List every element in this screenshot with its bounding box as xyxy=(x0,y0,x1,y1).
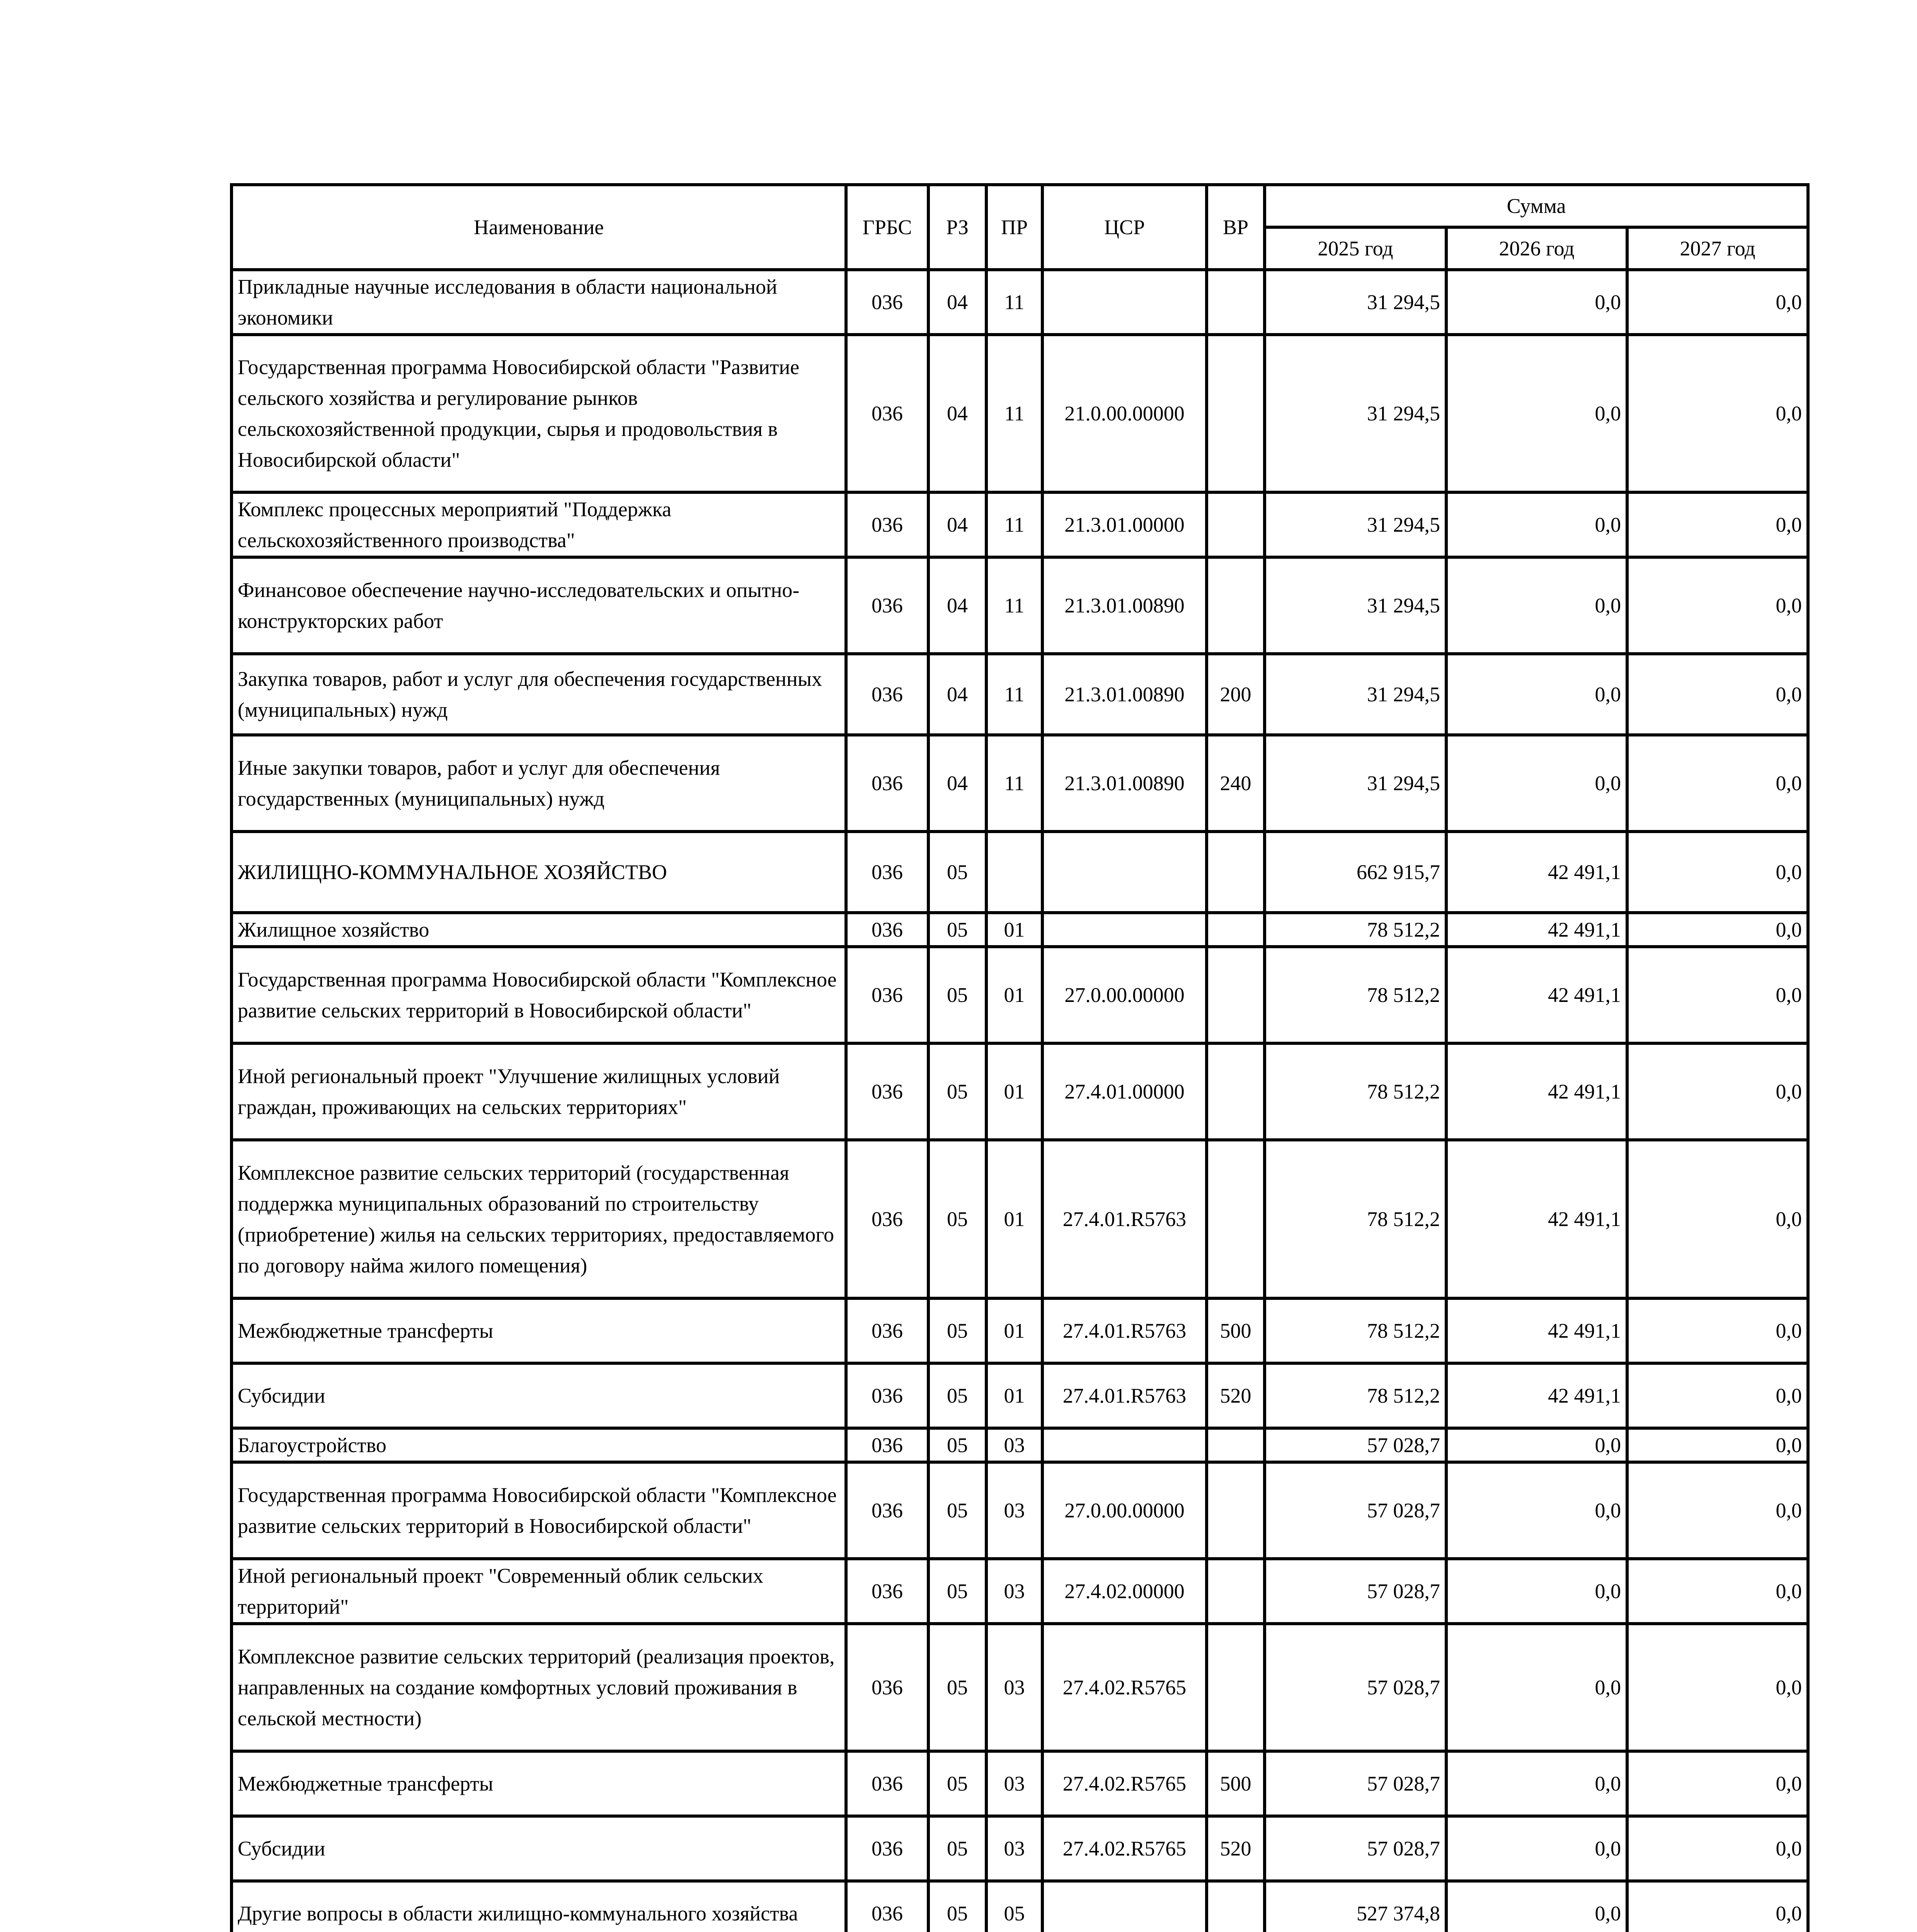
cell-sum-2025: 57 028,7 xyxy=(1265,1428,1446,1462)
cell-sum-2027: 0,0 xyxy=(1627,832,1808,913)
cell-vr xyxy=(1207,1462,1265,1559)
cell-sum-2025: 527 374,8 xyxy=(1265,1881,1446,1932)
cell-rz: 04 xyxy=(928,335,986,492)
cell-sum-2025: 31 294,5 xyxy=(1265,335,1446,492)
cell-sum-2026: 42 491,1 xyxy=(1446,1140,1627,1298)
cell-sum-2025: 78 512,2 xyxy=(1265,1043,1446,1140)
cell-vr xyxy=(1207,557,1265,654)
table-row xyxy=(232,1816,1808,1881)
cell-grbs: 036 xyxy=(846,1043,928,1140)
cell-name: Иные закупки товаров, работ и услуг для обеспечения государственных (муниципальных) нужд xyxy=(232,735,846,832)
cell-sum-2025: 57 028,7 xyxy=(1265,1624,1446,1751)
cell-csr: 21.0.00.00000 xyxy=(1042,335,1207,492)
cell-sum-2027: 0,0 xyxy=(1627,1428,1808,1462)
header-name: Наименование xyxy=(232,185,846,270)
cell-grbs: 036 xyxy=(846,557,928,654)
cell-pr: 11 xyxy=(986,735,1042,832)
header-pr: ПР xyxy=(986,185,1042,270)
cell-grbs: 036 xyxy=(846,1298,928,1363)
cell-csr xyxy=(1042,270,1207,335)
cell-csr: 21.3.01.00000 xyxy=(1042,492,1207,557)
cell-csr: 27.4.02.R5765 xyxy=(1042,1751,1207,1816)
cell-csr xyxy=(1042,832,1207,913)
cell-sum-2025: 57 028,7 xyxy=(1265,1559,1446,1624)
cell-pr: 11 xyxy=(986,270,1042,335)
cell-sum-2026: 42 491,1 xyxy=(1446,1298,1627,1363)
cell-sum-2025: 57 028,7 xyxy=(1265,1816,1446,1881)
cell-sum-2027: 0,0 xyxy=(1627,557,1808,654)
cell-vr xyxy=(1207,832,1265,913)
cell-sum-2027: 0,0 xyxy=(1627,947,1808,1043)
table-row xyxy=(232,1881,1808,1932)
cell-sum-2026: 42 491,1 xyxy=(1446,947,1627,1043)
header-year-2026: 2026 год xyxy=(1446,227,1627,270)
cell-name: Комплексное развитие сельских территорий (государственная поддержка муниципальных образований по строительству (приобретение) жилья на сельских территориях, предоставляемого по договору найма жилого помещения) xyxy=(232,1140,846,1298)
cell-sum-2027: 0,0 xyxy=(1627,1816,1808,1881)
cell-sum-2025: 57 028,7 xyxy=(1265,1751,1446,1816)
cell-csr: 27.0.00.00000 xyxy=(1042,947,1207,1043)
cell-name: Иной региональный проект "Современный облик сельских территорий" xyxy=(232,1559,846,1624)
cell-sum-2025: 31 294,5 xyxy=(1265,270,1446,335)
cell-name: Закупка товаров, работ и услуг для обеспечения государственных (муниципальных) нужд xyxy=(232,654,846,735)
cell-name: Другие вопросы в области жилищно-коммунального хозяйства xyxy=(232,1881,846,1932)
cell-sum-2027: 0,0 xyxy=(1627,735,1808,832)
table-row xyxy=(232,492,1808,557)
cell-sum-2026: 0,0 xyxy=(1446,335,1627,492)
table-row xyxy=(232,1298,1808,1363)
cell-sum-2025: 78 512,2 xyxy=(1265,1298,1446,1363)
cell-grbs: 036 xyxy=(846,913,928,947)
cell-vr xyxy=(1207,947,1265,1043)
cell-name: ЖИЛИЩНО-КОММУНАЛЬНОЕ ХОЗЯЙСТВО xyxy=(232,832,846,913)
table-row xyxy=(232,947,1808,1043)
cell-sum-2025: 78 512,2 xyxy=(1265,1140,1446,1298)
table-row xyxy=(232,1043,1808,1140)
cell-name: Межбюджетные трансферты xyxy=(232,1751,846,1816)
table-row xyxy=(232,1559,1808,1624)
cell-pr: 03 xyxy=(986,1462,1042,1559)
cell-pr: 11 xyxy=(986,335,1042,492)
cell-rz: 04 xyxy=(928,557,986,654)
cell-rz: 04 xyxy=(928,735,986,832)
header-rz: РЗ xyxy=(928,185,986,270)
cell-vr: 500 xyxy=(1207,1298,1265,1363)
cell-pr: 03 xyxy=(986,1624,1042,1751)
cell-sum-2027: 0,0 xyxy=(1627,492,1808,557)
cell-name: Прикладные научные исследования в области национальной экономики xyxy=(232,270,846,335)
cell-name: Субсидии xyxy=(232,1363,846,1428)
cell-sum-2027: 0,0 xyxy=(1627,1751,1808,1816)
table-row xyxy=(232,654,1808,735)
cell-name: Благоустройство xyxy=(232,1428,846,1462)
table-row xyxy=(232,1462,1808,1559)
cell-sum-2025: 31 294,5 xyxy=(1265,654,1446,735)
cell-rz: 05 xyxy=(928,1624,986,1751)
cell-name: Субсидии xyxy=(232,1816,846,1881)
cell-grbs: 036 xyxy=(846,1751,928,1816)
cell-csr: 21.3.01.00890 xyxy=(1042,735,1207,832)
cell-rz: 04 xyxy=(928,654,986,735)
cell-vr xyxy=(1207,270,1265,335)
cell-rz: 05 xyxy=(928,1428,986,1462)
cell-sum-2026: 0,0 xyxy=(1446,654,1627,735)
cell-csr: 27.4.01.00000 xyxy=(1042,1043,1207,1140)
cell-sum-2026: 0,0 xyxy=(1446,735,1627,832)
header-year-2027: 2027 год xyxy=(1627,227,1808,270)
cell-rz: 04 xyxy=(928,270,986,335)
cell-sum-2027: 0,0 xyxy=(1627,1462,1808,1559)
cell-csr: 21.3.01.00890 xyxy=(1042,654,1207,735)
cell-sum-2026: 42 491,1 xyxy=(1446,1043,1627,1140)
cell-pr: 11 xyxy=(986,557,1042,654)
table-row xyxy=(232,1363,1808,1428)
cell-csr: 27.4.02.00000 xyxy=(1042,1559,1207,1624)
cell-sum-2027: 0,0 xyxy=(1627,654,1808,735)
header-sum: Сумма xyxy=(1265,185,1808,227)
cell-grbs: 036 xyxy=(846,1140,928,1298)
cell-grbs: 036 xyxy=(846,947,928,1043)
cell-pr: 05 xyxy=(986,1881,1042,1932)
cell-sum-2026: 42 491,1 xyxy=(1446,1363,1627,1428)
cell-csr: 27.4.02.R5765 xyxy=(1042,1624,1207,1751)
cell-grbs: 036 xyxy=(846,1428,928,1462)
table-row xyxy=(232,1140,1808,1298)
cell-rz: 05 xyxy=(928,1140,986,1298)
cell-sum-2026: 0,0 xyxy=(1446,1428,1627,1462)
cell-sum-2025: 78 512,2 xyxy=(1265,913,1446,947)
cell-grbs: 036 xyxy=(846,1462,928,1559)
cell-name: Государственная программа Новосибирской области "Развитие сельского хозяйства и регулирование рынков сельскохозяйственной продукции, сырья и продовольствия в Новосибирской области" xyxy=(232,335,846,492)
cell-sum-2026: 0,0 xyxy=(1446,1816,1627,1881)
table-row xyxy=(232,270,1808,335)
cell-sum-2026: 0,0 xyxy=(1446,1881,1627,1932)
cell-csr xyxy=(1042,1428,1207,1462)
cell-sum-2026: 42 491,1 xyxy=(1446,832,1627,913)
cell-sum-2026: 0,0 xyxy=(1446,1559,1627,1624)
cell-name: Финансовое обеспечение научно-исследовательских и опытно-конструкторских работ xyxy=(232,557,846,654)
cell-sum-2027: 0,0 xyxy=(1627,1140,1808,1298)
cell-name: Комплекс процессных мероприятий "Поддержка сельскохозяйственного производства" xyxy=(232,492,846,557)
cell-sum-2025: 57 028,7 xyxy=(1265,1462,1446,1559)
cell-sum-2027: 0,0 xyxy=(1627,1363,1808,1428)
budget-table xyxy=(230,183,1810,1932)
cell-pr xyxy=(986,832,1042,913)
cell-rz: 05 xyxy=(928,1559,986,1624)
cell-sum-2026: 0,0 xyxy=(1446,1751,1627,1816)
cell-csr: 27.4.02.R5765 xyxy=(1042,1816,1207,1881)
cell-vr xyxy=(1207,913,1265,947)
cell-pr: 03 xyxy=(986,1751,1042,1816)
cell-sum-2025: 662 915,7 xyxy=(1265,832,1446,913)
cell-sum-2026: 0,0 xyxy=(1446,557,1627,654)
cell-rz: 04 xyxy=(928,492,986,557)
cell-pr: 01 xyxy=(986,1363,1042,1428)
cell-vr xyxy=(1207,1140,1265,1298)
cell-rz: 05 xyxy=(928,832,986,913)
cell-vr: 500 xyxy=(1207,1751,1265,1816)
cell-vr: 520 xyxy=(1207,1816,1265,1881)
cell-pr: 03 xyxy=(986,1428,1042,1462)
table-row xyxy=(232,1751,1808,1816)
cell-vr xyxy=(1207,1428,1265,1462)
cell-sum-2027: 0,0 xyxy=(1627,1559,1808,1624)
cell-rz: 05 xyxy=(928,1751,986,1816)
cell-pr: 01 xyxy=(986,913,1042,947)
cell-sum-2025: 78 512,2 xyxy=(1265,1363,1446,1428)
cell-pr: 03 xyxy=(986,1559,1042,1624)
table-row xyxy=(232,832,1808,913)
cell-grbs: 036 xyxy=(846,832,928,913)
cell-vr xyxy=(1207,1559,1265,1624)
cell-name: Межбюджетные трансферты xyxy=(232,1298,846,1363)
cell-csr: 27.0.00.00000 xyxy=(1042,1462,1207,1559)
cell-csr xyxy=(1042,1881,1207,1932)
cell-pr: 11 xyxy=(986,654,1042,735)
cell-grbs: 036 xyxy=(846,1363,928,1428)
cell-pr: 01 xyxy=(986,1043,1042,1140)
cell-rz: 05 xyxy=(928,1298,986,1363)
cell-rz: 05 xyxy=(928,1043,986,1140)
cell-sum-2026: 42 491,1 xyxy=(1446,913,1627,947)
cell-rz: 05 xyxy=(928,1363,986,1428)
cell-name: Государственная программа Новосибирской области "Комплексное развитие сельских территорий в Новосибирской области" xyxy=(232,947,846,1043)
cell-vr: 200 xyxy=(1207,654,1265,735)
cell-pr: 01 xyxy=(986,1140,1042,1298)
cell-csr: 27.4.01.R5763 xyxy=(1042,1140,1207,1298)
cell-pr: 01 xyxy=(986,1298,1042,1363)
cell-sum-2026: 0,0 xyxy=(1446,1624,1627,1751)
cell-sum-2026: 0,0 xyxy=(1446,1462,1627,1559)
cell-sum-2025: 31 294,5 xyxy=(1265,557,1446,654)
cell-name: Жилищное хозяйство xyxy=(232,913,846,947)
cell-sum-2025: 31 294,5 xyxy=(1265,492,1446,557)
table-row xyxy=(232,1428,1808,1462)
cell-sum-2026: 0,0 xyxy=(1446,270,1627,335)
cell-sum-2027: 0,0 xyxy=(1627,1881,1808,1932)
cell-rz: 05 xyxy=(928,913,986,947)
cell-rz: 05 xyxy=(928,1462,986,1559)
cell-pr: 03 xyxy=(986,1816,1042,1881)
cell-grbs: 036 xyxy=(846,654,928,735)
cell-vr xyxy=(1207,1624,1265,1751)
table-row xyxy=(232,735,1808,832)
cell-name: Государственная программа Новосибирской области "Комплексное развитие сельских территорий в Новосибирской области" xyxy=(232,1462,846,1559)
cell-sum-2027: 0,0 xyxy=(1627,270,1808,335)
cell-sum-2027: 0,0 xyxy=(1627,913,1808,947)
cell-csr: 27.4.01.R5763 xyxy=(1042,1363,1207,1428)
cell-sum-2027: 0,0 xyxy=(1627,1298,1808,1363)
cell-csr: 27.4.01.R5763 xyxy=(1042,1298,1207,1363)
cell-name: Иной региональный проект "Улучшение жилищных условий граждан, проживающих на сельских территориях" xyxy=(232,1043,846,1140)
cell-sum-2025: 78 512,2 xyxy=(1265,947,1446,1043)
table-row xyxy=(232,1624,1808,1751)
cell-grbs: 036 xyxy=(846,1816,928,1881)
cell-grbs: 036 xyxy=(846,735,928,832)
cell-vr xyxy=(1207,1043,1265,1140)
cell-sum-2027: 0,0 xyxy=(1627,335,1808,492)
header-vr: ВР xyxy=(1207,185,1265,270)
cell-vr: 520 xyxy=(1207,1363,1265,1428)
table-row xyxy=(232,335,1808,492)
header-year-2025: 2025 год xyxy=(1265,227,1446,270)
header-csr: ЦСР xyxy=(1042,185,1207,270)
cell-grbs: 036 xyxy=(846,270,928,335)
table-row xyxy=(232,557,1808,654)
cell-grbs: 036 xyxy=(846,1559,928,1624)
cell-vr xyxy=(1207,492,1265,557)
cell-pr: 11 xyxy=(986,492,1042,557)
cell-grbs: 036 xyxy=(846,492,928,557)
cell-rz: 05 xyxy=(928,1881,986,1932)
cell-grbs: 036 xyxy=(846,1881,928,1932)
table-body xyxy=(232,270,1808,1932)
cell-vr xyxy=(1207,1881,1265,1932)
cell-rz: 05 xyxy=(928,947,986,1043)
cell-csr: 21.3.01.00890 xyxy=(1042,557,1207,654)
cell-grbs: 036 xyxy=(846,335,928,492)
table-row xyxy=(232,913,1808,947)
cell-pr: 01 xyxy=(986,947,1042,1043)
cell-vr: 240 xyxy=(1207,735,1265,832)
cell-sum-2025: 31 294,5 xyxy=(1265,735,1446,832)
cell-sum-2027: 0,0 xyxy=(1627,1043,1808,1140)
cell-sum-2026: 0,0 xyxy=(1446,492,1627,557)
cell-name: Комплексное развитие сельских территорий (реализация проектов, направленных на создание комфортных условий проживания в сельской местности) xyxy=(232,1624,846,1751)
cell-sum-2027: 0,0 xyxy=(1627,1624,1808,1751)
header-grbs: ГРБС xyxy=(846,185,928,270)
cell-csr xyxy=(1042,913,1207,947)
cell-vr xyxy=(1207,335,1265,492)
cell-rz: 05 xyxy=(928,1816,986,1881)
cell-grbs: 036 xyxy=(846,1624,928,1751)
